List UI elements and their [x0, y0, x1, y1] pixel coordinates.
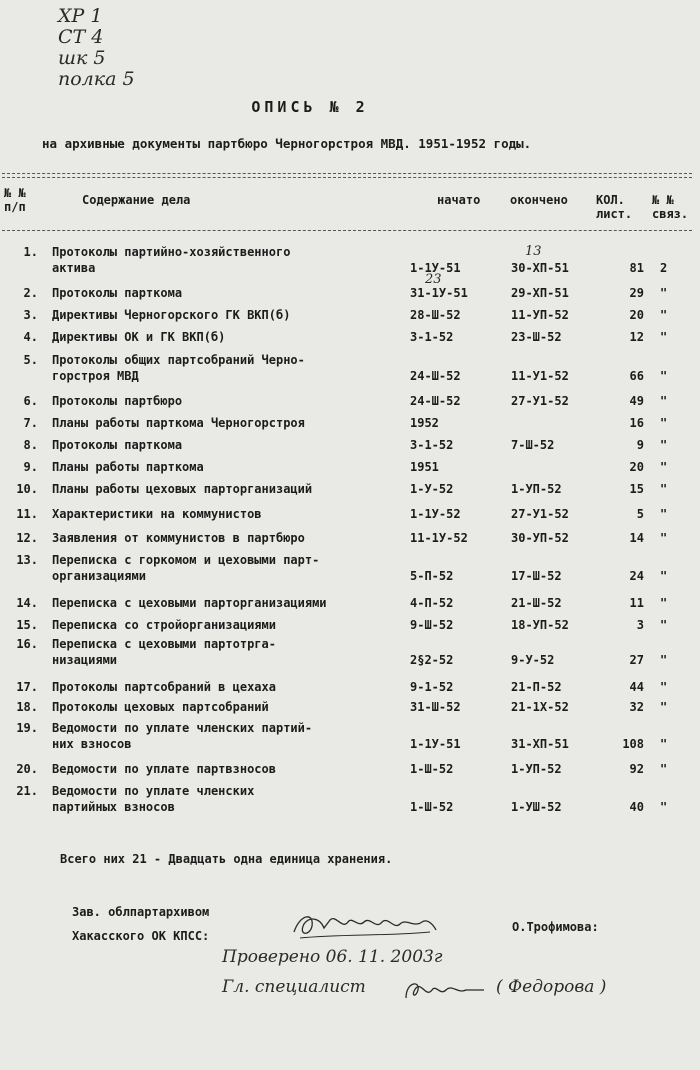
header-rule-top	[2, 173, 692, 174]
row-sheet-count: 3	[636, 618, 644, 632]
row-bundle-number: "	[660, 618, 668, 632]
row-end-date: 1-УП-52	[511, 762, 562, 776]
row-sheet-count: 49	[629, 394, 644, 408]
row-start-date: 11-1У-52	[410, 531, 468, 545]
handwritten-correction: 13	[525, 244, 542, 259]
row-end-date: 1-УП-52	[511, 482, 562, 496]
row-title: Протоколы цеховых партсобраний	[52, 700, 269, 714]
row-end-date: 1-УШ-52	[511, 800, 562, 814]
signatory-name: О.Трофимова:	[512, 920, 599, 934]
row-sheet-count: 20	[629, 308, 644, 322]
row-title: Протоколы партбюро	[52, 394, 183, 408]
row-number: 19.	[16, 721, 38, 735]
row-start-date: 5-П-52	[410, 569, 454, 583]
row-bundle-number: "	[660, 531, 668, 545]
row-end-date: 29-ХП-51	[511, 286, 569, 300]
row-title: Протоколы парткома	[52, 438, 183, 452]
row-title: Протоколы парткома	[52, 286, 183, 300]
row-sheet-count: 40	[629, 800, 644, 814]
row-number: 2.	[23, 286, 38, 300]
row-end-date: 23-Ш-52	[511, 330, 562, 344]
row-bundle-number: "	[660, 569, 668, 583]
row-start-date: 1952	[410, 416, 439, 430]
header-rule-bottom	[2, 230, 692, 231]
row-sheet-count: 16	[629, 416, 644, 430]
row-number: 17.	[16, 680, 38, 694]
row-title: Характеристики на коммунистов	[52, 507, 262, 521]
row-sheet-count: 20	[629, 460, 644, 474]
row-start-date: 31-1У-51	[410, 286, 468, 300]
row-start-date: 2§2-52	[410, 653, 454, 667]
handwritten-shelf-notes	[58, 6, 135, 90]
signatory-position: Зав. облпартархивом Хакасского ОК КПСС:	[72, 905, 210, 943]
row-end-date: 11-У1-52	[511, 369, 569, 383]
row-end-date: 30-ХП-51	[511, 261, 569, 275]
row-number: 14.	[16, 596, 38, 610]
shelf-note: полка 5	[58, 68, 135, 90]
row-number: 4.	[23, 330, 38, 344]
row-start-date: 4-П-52	[410, 596, 454, 610]
row-sheet-count: 92	[629, 762, 644, 776]
row-bundle-number: "	[660, 680, 668, 694]
row-bundle-number: "	[660, 800, 668, 814]
row-title: Протоколы партийно-хозяйственного актива	[52, 245, 291, 275]
row-number: 7.	[23, 416, 38, 430]
shelf-note: ХР 1	[58, 5, 103, 27]
row-end-date: 21-П-52	[511, 680, 562, 694]
document-subtitle: на архивные документы партбюро Черногорстроя МВД. 1951-1952 годы.	[42, 136, 532, 151]
header-rule-top-2	[2, 177, 692, 178]
row-number: 21.	[16, 784, 38, 798]
row-start-date: 24-Ш-52	[410, 369, 461, 383]
row-start-date: 1-1У-51	[410, 737, 461, 751]
row-number: 12.	[16, 531, 38, 545]
row-number: 9.	[23, 460, 38, 474]
row-title: Ведомости по уплате членских партий- них взносов	[52, 721, 313, 751]
row-start-date: 1-Ш-52	[410, 800, 454, 814]
handwritten-signature	[290, 908, 440, 942]
row-start-date: 1-Ш-52	[410, 762, 454, 776]
row-bundle-number: "	[660, 762, 668, 776]
row-start-date: 9-Ш-52	[410, 618, 454, 632]
row-end-date: 21-1Х-52	[511, 700, 569, 714]
row-end-date: 31-ХП-51	[511, 737, 569, 751]
row-number: 13.	[16, 553, 38, 567]
row-sheet-count: 27	[629, 653, 644, 667]
document-title: ОПИСЬ № 2	[251, 98, 369, 116]
row-start-date: 28-Ш-52	[410, 308, 461, 322]
row-title: Планы работы цеховых парторганизаций	[52, 482, 313, 496]
row-start-date: 9-1-52	[410, 680, 454, 694]
row-sheet-count: 14	[629, 531, 644, 545]
row-end-date: 18-УП-52	[511, 618, 569, 632]
row-sheet-count: 5	[636, 507, 644, 521]
row-bundle-number: "	[660, 737, 668, 751]
row-number: 11.	[16, 507, 38, 521]
row-start-date: 1951	[410, 460, 439, 474]
row-bundle-number: 2	[660, 261, 668, 275]
row-sheet-count: 9	[636, 438, 644, 452]
row-title: Переписка с цеховыми парторганизациями	[52, 596, 327, 610]
row-start-date: 1-У-52	[410, 482, 454, 496]
header-end: окончено	[510, 193, 568, 207]
total-line: Всего них 21 - Двадцать одна единица хранения.	[60, 852, 393, 866]
verifier-name: ( Федорова )	[496, 977, 607, 997]
header-bind: № № связ.	[652, 193, 689, 221]
row-sheet-count: 81	[629, 261, 644, 275]
row-title: Директивы ОК и ГК ВКП(б)	[52, 330, 226, 344]
shelf-note: шк 5	[58, 47, 106, 69]
row-end-date: 27-У1-52	[511, 507, 569, 521]
row-title: Планы работы парткома	[52, 460, 204, 474]
row-end-date: 7-Ш-52	[511, 438, 555, 452]
row-title: Переписка с горкомом и цеховыми парт- организациями	[52, 553, 320, 583]
row-number: 10.	[16, 482, 38, 496]
row-bundle-number: "	[660, 460, 668, 474]
row-start-date: 31-Ш-52	[410, 700, 461, 714]
row-start-date: 3-1-52	[410, 330, 454, 344]
row-end-date: 30-УП-52	[511, 531, 569, 545]
row-end-date: 27-У1-52	[511, 394, 569, 408]
row-title: Ведомости по уплате членских партийных взносов	[52, 784, 255, 814]
row-end-date: 21-Ш-52	[511, 596, 562, 610]
row-number: 8.	[23, 438, 38, 452]
row-bundle-number: "	[660, 369, 668, 383]
row-bundle-number: "	[660, 394, 668, 408]
header-number: № № п/п	[4, 186, 26, 214]
row-end-date: 17-Ш-52	[511, 569, 562, 583]
verifier-title: Гл. специалист	[222, 977, 366, 997]
row-end-date: 9-У-52	[511, 653, 555, 667]
row-number: 5.	[23, 353, 38, 367]
row-sheet-count: 15	[629, 482, 644, 496]
row-sheet-count: 29	[629, 286, 644, 300]
row-title: Ведомости по уплате партвзносов	[52, 762, 276, 776]
row-start-date: 1-1У-51	[410, 261, 461, 275]
verifier-signature	[400, 976, 490, 1004]
row-title: Протоколы общих партсобраний Черно- горстроя МВД	[52, 353, 305, 383]
header-count: КОЛ. лист.	[596, 193, 633, 221]
verification-note: Проверено 06. 11. 2003г	[222, 947, 443, 967]
row-sheet-count: 44	[629, 680, 644, 694]
row-bundle-number: "	[660, 438, 668, 452]
row-title: Переписка с цеховыми партотрга- низациями	[52, 637, 276, 667]
row-number: 20.	[16, 762, 38, 776]
row-number: 1.	[23, 245, 38, 259]
row-bundle-number: "	[660, 700, 668, 714]
row-title: Планы работы парткома Черногорстроя	[52, 416, 305, 430]
row-number: 18.	[16, 700, 38, 714]
row-sheet-count: 12	[629, 330, 644, 344]
row-bundle-number: "	[660, 596, 668, 610]
row-bundle-number: "	[660, 330, 668, 344]
handwritten-correction: 23	[425, 272, 442, 287]
row-bundle-number: "	[660, 286, 668, 300]
row-start-date: 1-1У-52	[410, 507, 461, 521]
row-number: 15.	[16, 618, 38, 632]
shelf-note: СТ 4	[58, 26, 104, 48]
row-sheet-count: 32	[629, 700, 644, 714]
row-bundle-number: "	[660, 507, 668, 521]
header-content: Содержание дела	[82, 193, 191, 207]
row-number: 16.	[16, 637, 38, 651]
row-end-date: 11-УП-52	[511, 308, 569, 322]
row-start-date: 3-1-52	[410, 438, 454, 452]
row-sheet-count: 11	[629, 596, 644, 610]
row-title: Директивы Черногорского ГК ВКП(б)	[52, 308, 291, 322]
row-number: 6.	[23, 394, 38, 408]
row-number: 3.	[23, 308, 38, 322]
row-sheet-count: 66	[629, 369, 644, 383]
row-title: Переписка со стройорганизациями	[52, 618, 276, 632]
row-bundle-number: "	[660, 482, 668, 496]
row-title: Заявления от коммунистов в партбюро	[52, 531, 305, 545]
row-sheet-count: 24	[629, 569, 644, 583]
row-start-date: 24-Ш-52	[410, 394, 461, 408]
row-title: Протоколы партсобраний в цехаха	[52, 680, 276, 694]
row-sheet-count: 108	[622, 737, 644, 751]
header-start: начато	[437, 193, 481, 207]
row-bundle-number: "	[660, 416, 668, 430]
row-bundle-number: "	[660, 308, 668, 322]
row-bundle-number: "	[660, 653, 668, 667]
